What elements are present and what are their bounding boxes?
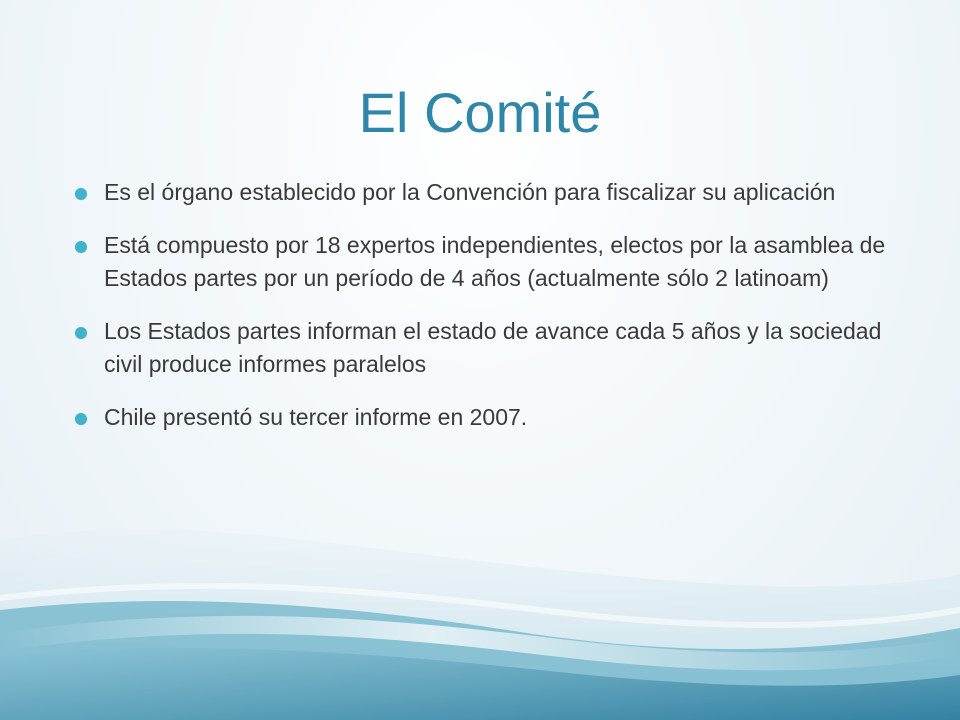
bullet-item-2	[70, 229, 920, 295]
bullet-text: Chile presentó su tercer informe en 2007.	[104, 404, 528, 430]
bullet-item-3	[70, 315, 920, 381]
bullet-dot-icon	[75, 327, 87, 339]
bullet-dot-icon	[75, 241, 87, 253]
bullet-text: Los Estados partes informan el estado de avance cada 5 años y la sociedad civil produce informes paralelos	[104, 318, 882, 377]
bullet-dot-icon	[75, 188, 87, 200]
bullet-item-1	[70, 176, 920, 209]
bullet-text: Es el órgano establecido por la Convención para fiscalizar su aplicación	[104, 179, 836, 205]
bullet-dot-icon	[75, 413, 87, 425]
slide-title: El Comité	[358, 81, 602, 144]
bullet-item-4	[70, 401, 920, 434]
bullet-text: Está compuesto por 18 expertos independientes, electos por la asamblea de Estados partes por un período de 4 años (actualmente sólo 2 latinoam)	[104, 232, 886, 291]
bullet-list	[70, 176, 920, 454]
